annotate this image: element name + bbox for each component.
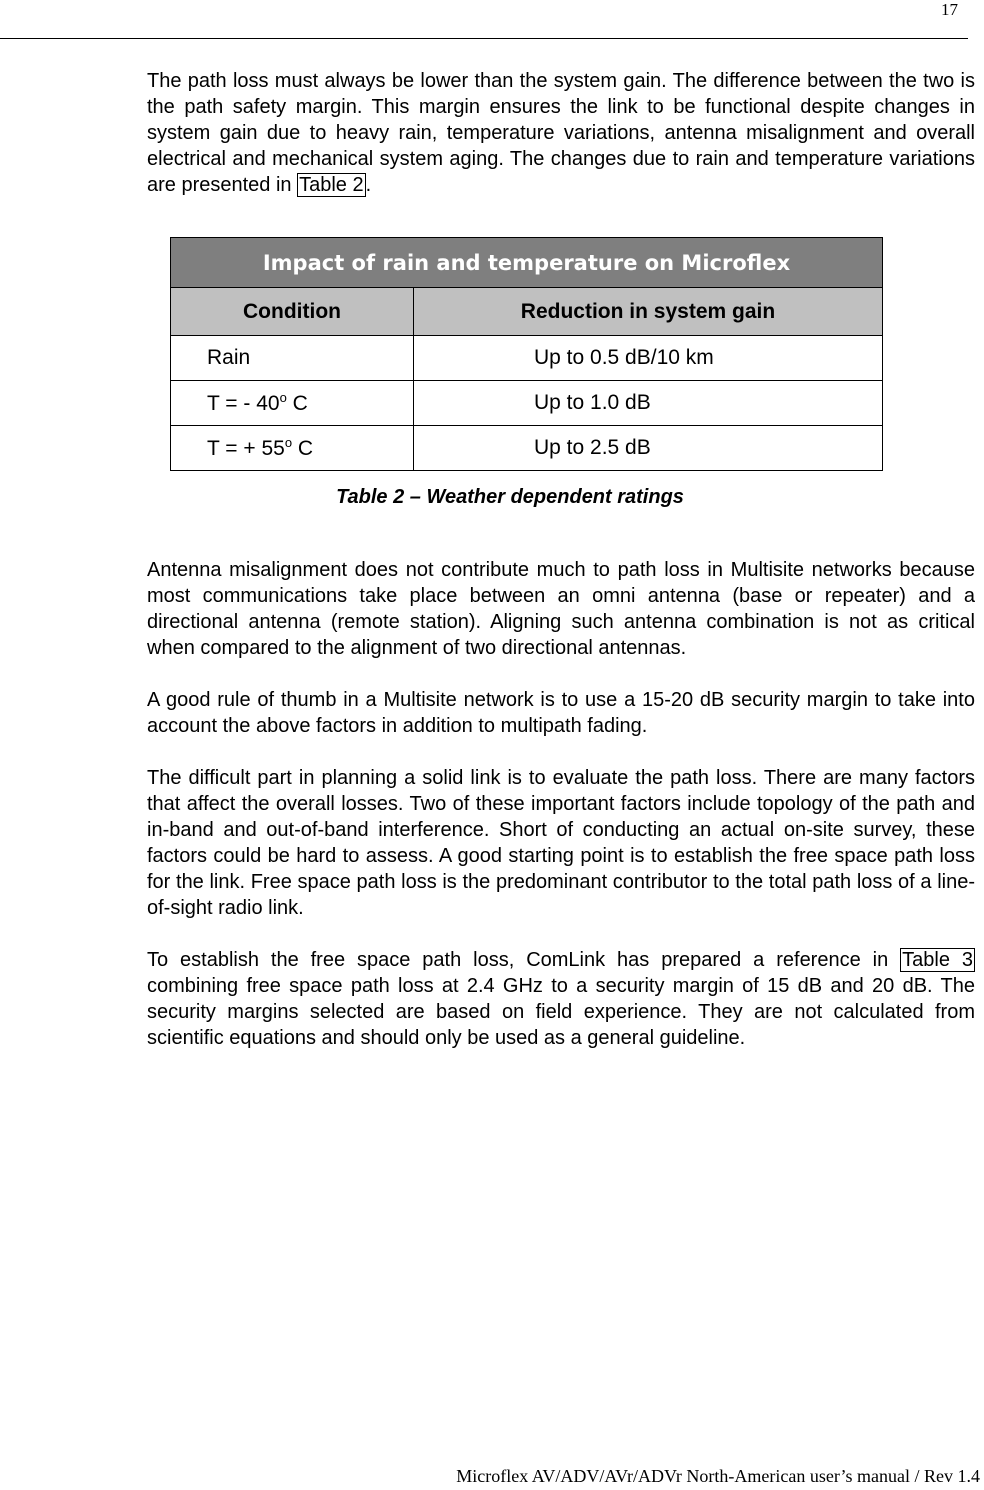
condition-unit: C [286, 392, 308, 415]
condition-cell [171, 426, 414, 471]
paragraph-path-loss [147, 68, 975, 198]
paragraph-text: To establish the free space path loss, ComLink has prepared a reference in [147, 949, 901, 971]
condition-text: Rain [207, 346, 251, 369]
page-number: 17 [941, 0, 958, 19]
paragraph-text: . [365, 174, 372, 196]
condition-text: T = - 40 [207, 392, 280, 415]
table-3-link[interactable]: Table 3 [902, 949, 973, 971]
table-header-row [171, 288, 883, 336]
table-row [171, 336, 883, 381]
condition-text: T = + 55 [207, 437, 285, 460]
footer-manual-title: Microflex AV/ADV/AVr/ADVr North-American user’s manual / Rev 1.4 [456, 1466, 980, 1486]
paragraph-path-loss-planning: The difficult part in planning a solid link is to evaluate the path loss. There are many factors that affect the overall losses. Two of these important factors include topology of the path and in-band and out-of-band interference. Short of conducting an actual on-site survey, these factors could be hard to assess. A good starting point is to establish the free space path loss for the link. Free space path loss is the predominant contributor to the total path loss of a line-of-sight radio link. [147, 767, 975, 919]
paragraph-text: combining free space path loss at 2.4 GHz to a security margin of 15 dB and 20 dB. The security margins selected are based on field experience. They are not calculated from scientific equations and should only be used as a general guideline. [147, 975, 975, 1049]
paragraph-rule-of-thumb: A good rule of thumb in a Multisite network is to use a 15-20 dB security margin to take into account the above factors in addition to multipath fading. [147, 689, 975, 737]
condition-cell [171, 336, 414, 381]
weather-table-container [170, 237, 883, 509]
reduction-cell: Up to 0.5 dB/10 km [414, 336, 883, 381]
condition-unit: C [292, 437, 314, 460]
paragraph-text: The path loss must always be lower than the system gain. The difference between the two is the path safety margin. This margin ensures the link to be functional despite changes in system gain due to heavy rain, temperature variations, antenna misalignment and overall electrical and mechanical system aging. The changes due to rain and temperature variations are presented in [147, 70, 975, 196]
header-condition: Condition [171, 288, 414, 336]
paragraph-antenna-misalignment: Antenna misalignment does not contribute much to path loss in Multisite networks because most communications take place between an omni antenna (base or repeater) and a directional antenna (remote station). Aligning such antenna combination is not as critical when compared to the alignment of two directional antennas. [147, 559, 975, 659]
condition-cell [171, 381, 414, 426]
degree-superscript: o [284, 435, 293, 450]
reduction-cell: Up to 2.5 dB [414, 426, 883, 471]
weather-table [170, 237, 883, 471]
table-title: Impact of rain and temperature on Microflex [171, 238, 883, 288]
page-content [147, 68, 975, 1051]
table-caption: Table 2 – Weather dependent ratings [336, 486, 684, 508]
reduction-cell: Up to 1.0 dB [414, 381, 883, 426]
table-row [171, 381, 883, 426]
header-rule [0, 38, 968, 39]
table-title-row [171, 238, 883, 288]
table-2-link[interactable]: Table 2 [299, 174, 364, 196]
header-reduction: Reduction in system gain [414, 288, 883, 336]
table-row [171, 426, 883, 471]
paragraph-free-space [147, 947, 975, 1051]
degree-superscript: o [279, 390, 287, 405]
